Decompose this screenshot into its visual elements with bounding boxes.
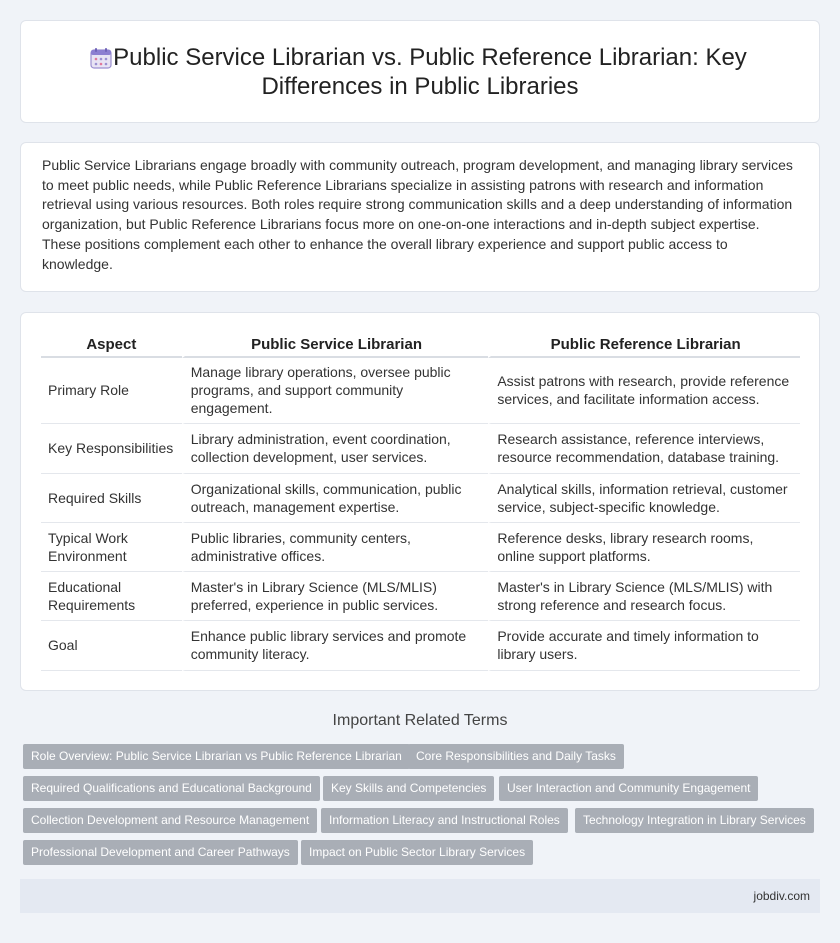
- table-row: [41, 358, 800, 424]
- footer-site-link[interactable]: jobdiv.com: [753, 889, 810, 903]
- related-term-tag[interactable]: Information Literacy and Instructional Roles: [321, 808, 568, 833]
- header-aspect: Aspect: [41, 332, 182, 358]
- comparison-table: [41, 332, 800, 671]
- related-term-tag[interactable]: Impact on Public Sector Library Services: [301, 840, 533, 865]
- table-row: [41, 621, 800, 671]
- table-row: [41, 523, 800, 572]
- cell-aspect: Required Skills: [41, 474, 182, 523]
- table-row: [41, 572, 800, 621]
- page-title-line-2: Differences in Public Libraries: [261, 73, 579, 100]
- cell-aspect: Educational Requirements: [41, 572, 182, 621]
- title-card: [20, 20, 820, 123]
- cell-service: Enhance public library services and promote community literacy.: [182, 621, 489, 671]
- cell-reference: Analytical skills, information retrieval, customer service, subject-specific knowledge.: [488, 474, 800, 523]
- table-row: [41, 474, 800, 523]
- page-title: [21, 43, 819, 101]
- related-term-tag[interactable]: Professional Development and Career Pathways: [23, 840, 298, 865]
- cell-reference: Assist patrons with research, provide reference services, and facilitate information access.: [488, 358, 800, 424]
- intro-card: [20, 142, 820, 292]
- footer: [20, 879, 820, 913]
- related-term-tag[interactable]: Technology Integration in Library Services: [575, 808, 814, 833]
- cell-service: Public libraries, community centers, administrative offices.: [182, 523, 489, 572]
- comparison-table-card: [20, 312, 820, 691]
- cell-aspect: Key Responsibilities: [41, 424, 182, 474]
- cell-reference: Master's in Library Science (MLS/MLIS) with strong reference and research focus.: [488, 572, 800, 621]
- table-row: [41, 424, 800, 474]
- related-term-tag[interactable]: Collection Development and Resource Management: [23, 808, 317, 833]
- cell-aspect: Typical Work Environment: [41, 523, 182, 572]
- related-terms-heading: Important Related Terms: [332, 712, 508, 729]
- intro-paragraph: Public Service Librarians engage broadly with community outreach, program development, and managing library services to meet public needs, while Public Reference Librarians specialize in assisting patrons with research and information retrieval using various resources. Both roles require strong communication skills and a deep understanding of information organization, but Public Reference Librarians focus more on one-on-one interactions and in-depth subject expertise. These positions complement each other to enhance the overall library experience and support public access to knowledge.: [42, 157, 793, 272]
- cell-service: Library administration, event coordination, collection development, user services.: [182, 424, 489, 474]
- cell-service: Organizational skills, communication, public outreach, management expertise.: [182, 474, 489, 523]
- related-term-tag[interactable]: Key Skills and Competencies: [323, 776, 494, 801]
- related-term-tag[interactable]: Core Responsibilities and Daily Tasks: [408, 744, 624, 769]
- cell-service: Master's in Library Science (MLS/MLIS) preferred, experience in public services.: [182, 572, 489, 621]
- page-title-line-1: Public Service Librarian vs. Public Reference Librarian: Key: [113, 44, 747, 71]
- related-term-tag[interactable]: Required Qualifications and Educational Background: [23, 776, 320, 801]
- cell-service: Manage library operations, oversee public programs, and support community engagement.: [182, 358, 489, 424]
- cell-aspect: Goal: [41, 621, 182, 671]
- cell-aspect: Primary Role: [41, 358, 182, 424]
- cell-reference: Provide accurate and timely information to library users.: [488, 621, 800, 671]
- cell-reference: Research assistance, reference interviews, resource recommendation, database training.: [488, 424, 800, 474]
- related-term-tag[interactable]: User Interaction and Community Engagement: [499, 776, 758, 801]
- table-header-row: [41, 332, 800, 358]
- header-public-reference-librarian: Public Reference Librarian: [488, 332, 800, 358]
- cell-reference: Reference desks, library research rooms, online support platforms.: [488, 523, 800, 572]
- header-public-service-librarian: Public Service Librarian: [182, 332, 489, 358]
- related-term-tag[interactable]: Role Overview: Public Service Librarian vs Public Reference Librarian: [23, 744, 410, 769]
